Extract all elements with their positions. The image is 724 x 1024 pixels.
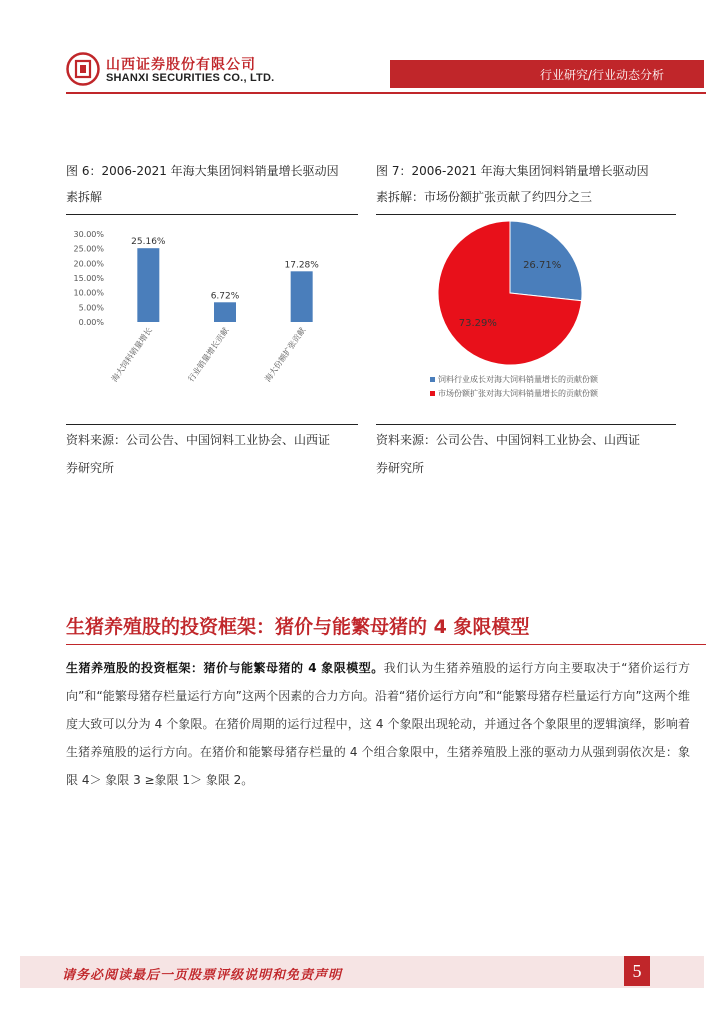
pie-legend-label: 市场份额扩张对海大饲料销量增长的贡献份额 — [438, 389, 598, 398]
paragraph-lead: 生猪养殖股的投资框架：猪价与能繁母猪的 4 象限模型。 — [66, 661, 384, 675]
figure6-caption-line2: 素拆解 — [66, 190, 103, 204]
figure7-caption-line1: 图 7：2006-2021 年海大集团饲料销量增长驱动因 — [376, 164, 649, 178]
bar-y-tick-label: 25.00% — [73, 244, 104, 254]
figure7-source-line1: 资料来源：公司公告、中国饲料工业协会、山西证 — [376, 433, 641, 447]
figure7-top-rule — [376, 214, 676, 215]
figure7-bottom-rule — [376, 424, 676, 425]
figure7-source — [376, 426, 676, 482]
figure6-top-rule — [66, 214, 358, 215]
bar-value-label: 25.16% — [131, 237, 166, 248]
company-name-en: SHANXI SECURITIES CO., LTD. — [106, 72, 275, 84]
bar — [214, 302, 236, 322]
figure6-caption-line1: 图 6：2006-2021 年海大集团饲料销量增长驱动因 — [66, 164, 339, 178]
footer-disclaimer: 请务必阅读最后一页股票评级说明和免责声明 — [62, 968, 343, 983]
bar-y-tick-label: 10.00% — [73, 288, 104, 298]
bar — [291, 271, 313, 322]
figure6-source-line1: 资料来源：公司公告、中国饲料工业协会、山西证 — [66, 433, 331, 447]
section-title: 生猪养殖股的投资框架：猪价与能繁母猪的 4 象限模型 — [66, 616, 530, 638]
bar-x-category-label: 海大饲料销量增长 — [109, 325, 154, 384]
company-name-cn: 山西证券股份有限公司 — [106, 57, 256, 73]
pie-legend-label: 饲料行业成长对海大饲料销量增长的贡献份额 — [438, 375, 598, 384]
bar-value-label: 6.72% — [210, 291, 240, 302]
bar-y-tick-label: 15.00% — [73, 274, 104, 283]
paragraph-body: 我们认为生猪养殖股的运行方向主要取决于“猪价运行方向”和“能繁母猪存栏量运行方向”这两个因素的合力方向。沿着“猪价运行方向”和“能繁母猪存栏量运行方向”这两个维度大致可以分为 4 个象限。在猪价周期的运行过程中，这 4 个象限出现轮动，并通过各个象限里的逻辑演绎，影响着生猪养殖股的运行方向。在猪价和能繁母猪存栏量的 4 个组合象限中，生猪养殖股上涨的驱动力从强到弱依次是：象限 4＞ 象限 3 ≥象限 1＞ 象限 2。 — [66, 661, 690, 787]
section-divider — [66, 644, 706, 645]
figure6-source-line2: 券研究所 — [66, 461, 115, 475]
pie-legend-swatch — [430, 391, 435, 396]
figure6-bar-chart — [66, 220, 358, 420]
bar-x-category-label: 海大份额扩张贡献 — [263, 325, 308, 384]
figure7-caption — [376, 158, 676, 210]
header-divider — [66, 92, 706, 94]
company-logo-icon — [66, 52, 100, 86]
figure7-pie-chart — [376, 220, 676, 420]
bar-y-tick-label: 20.00% — [73, 259, 104, 269]
section-paragraph — [66, 654, 690, 794]
bar-y-tick-label: 0.00% — [78, 318, 104, 327]
report-category: 行业研究/行业动态分析 — [539, 68, 664, 82]
figure6-bottom-rule — [66, 424, 358, 425]
page-number: 5 — [624, 956, 650, 986]
figure6-caption — [66, 158, 356, 210]
bar-y-tick-label: 5.00% — [78, 303, 104, 313]
pie-legend-swatch — [430, 377, 435, 382]
bar — [137, 248, 159, 322]
figure7-caption-line2: 素拆解：市场份额扩张贡献了约四分之三 — [376, 190, 593, 204]
pie-slice-label: 26.71% — [523, 260, 562, 272]
bar-value-label: 17.28% — [284, 260, 319, 271]
figure6-source — [66, 426, 358, 482]
pie-slice-label: 73.29% — [458, 317, 497, 329]
bar-y-tick-label: 30.00% — [73, 230, 104, 239]
bar-x-category-label: 行业销量增长贡献 — [186, 325, 231, 384]
figure7-source-line2: 券研究所 — [376, 461, 425, 475]
